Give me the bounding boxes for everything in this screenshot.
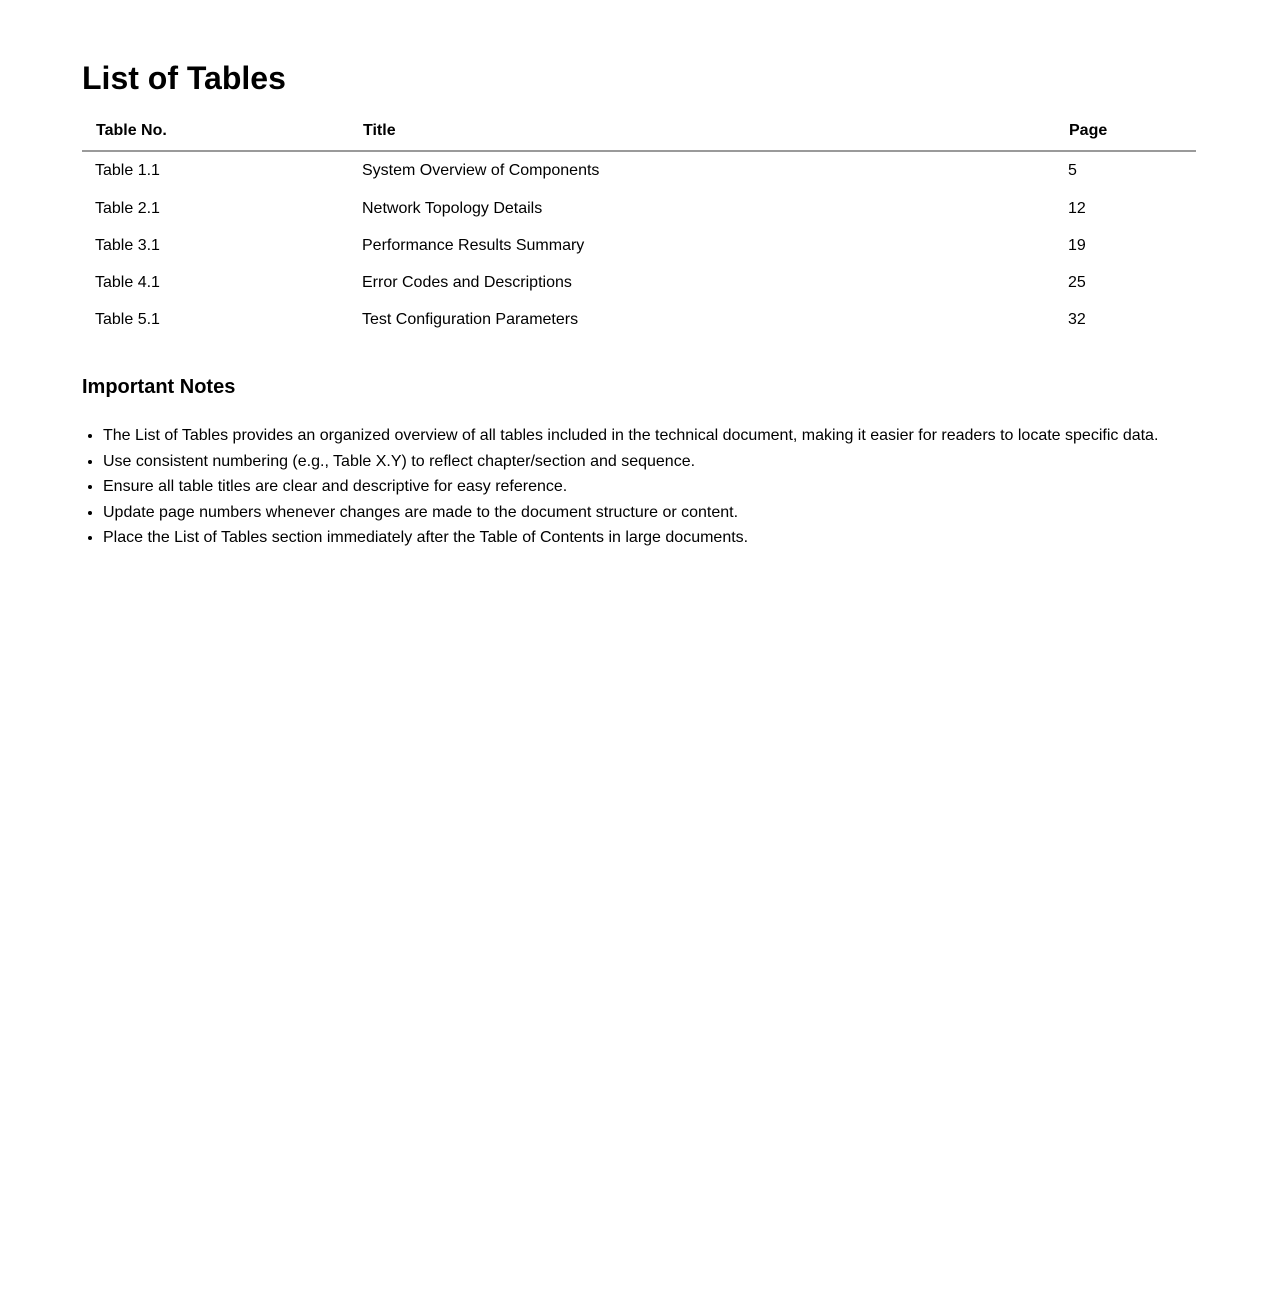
table-row <box>82 264 1196 301</box>
table-title-cell: Network Topology Details <box>362 199 543 217</box>
list-of-tables <box>82 112 1196 338</box>
table-number-cell: Table 2.1 <box>95 199 160 217</box>
table-number-cell: Table 4.1 <box>95 273 160 291</box>
note-item: • Ensure all table titles are clear and descriptive for easy reference. <box>103 474 1196 500</box>
notes-list <box>82 423 1196 551</box>
table-number-cell: Table 5.1 <box>95 310 160 328</box>
table-number-cell: Table 1.1 <box>95 162 160 179</box>
table-number-cell: Table 3.1 <box>95 236 160 254</box>
table-row <box>82 301 1196 338</box>
column-header-page: Page <box>1055 112 1196 151</box>
page-title: List of Tables <box>82 60 286 96</box>
note-item: • The List of Tables provides an organized overview of all tables included in the technical document, making it easier for readers to locate specific data. <box>103 423 1196 449</box>
column-header-title: Title <box>349 112 1055 151</box>
table-row <box>82 190 1196 227</box>
table-row <box>82 227 1196 264</box>
column-header-table-no: Table No. <box>82 112 349 151</box>
table-header-row <box>82 112 1196 151</box>
table-page-cell: 19 <box>1068 236 1086 254</box>
table-title-cell: Test Configuration Parameters <box>362 310 579 328</box>
table-title-cell: Error Codes and Descriptions <box>362 273 572 291</box>
table-page-cell: 25 <box>1068 273 1086 291</box>
table-page-cell: 32 <box>1068 310 1086 328</box>
notes-heading: Important Notes <box>82 376 236 398</box>
note-item: • Update page numbers whenever changes are made to the document structure or content. <box>103 500 1196 526</box>
table-title-cell: System Overview of Components <box>362 162 600 179</box>
note-item: • Place the List of Tables section immediately after the Table of Contents in large documents. <box>103 525 1196 551</box>
table-page-cell: 5 <box>1068 162 1077 179</box>
table-row <box>82 151 1196 190</box>
table-title-cell: Performance Results Summary <box>362 236 585 254</box>
table-page-cell: 12 <box>1068 199 1086 217</box>
note-item: • Use consistent numbering (e.g., Table X.Y) to reflect chapter/section and sequence. <box>103 449 1196 475</box>
